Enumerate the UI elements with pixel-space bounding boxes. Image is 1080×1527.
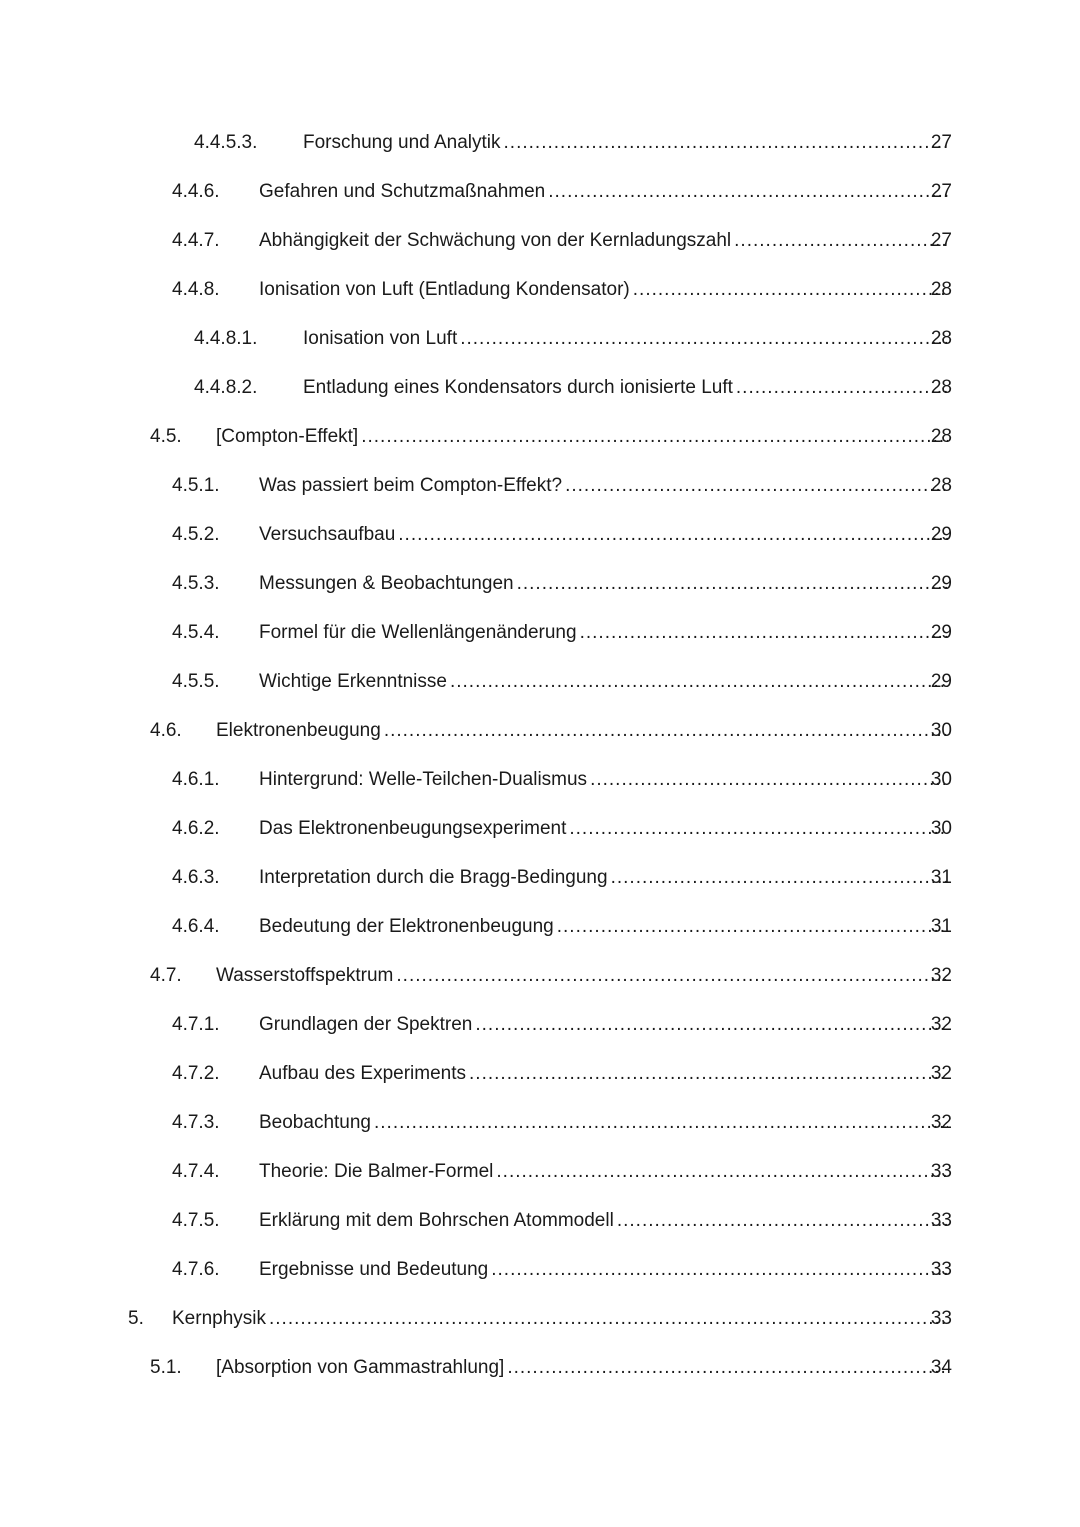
toc-dot-leader (504, 118, 948, 167)
toc-dot-leader (396, 951, 948, 1000)
toc-dot-leader (590, 755, 948, 804)
toc-entry-4-7-2[interactable] (0, 1049, 1080, 1098)
toc-dot-leader (617, 1196, 948, 1245)
toc-entry-number: 4.6.1. (172, 769, 220, 790)
toc-entry-page: 34 (930, 1357, 952, 1378)
toc-entry-title-line (259, 804, 950, 853)
toc-dot-leader (398, 510, 948, 559)
toc-entry-4-7-6[interactable] (0, 1245, 1080, 1294)
toc-entry-title: Theorie: Die Balmer-Formel (259, 1161, 494, 1182)
toc-entry-title-line (172, 1294, 950, 1343)
toc-entry-number: 4.6. (150, 720, 182, 741)
toc-entry-page: 28 (930, 377, 952, 398)
toc-entry-4-4-8[interactable] (0, 265, 1080, 314)
toc-entry-4-7-5[interactable] (0, 1196, 1080, 1245)
toc-entry-4-6-2[interactable] (0, 804, 1080, 853)
toc-entry-page: 29 (930, 671, 952, 692)
toc-entry-title-line (259, 461, 950, 510)
toc-entry-4-4-8-1[interactable] (0, 314, 1080, 363)
toc-entry-page: 33 (930, 1161, 952, 1182)
toc-entry-4-5-5[interactable] (0, 657, 1080, 706)
toc-entry-title: Beobachtung (259, 1112, 371, 1133)
toc-entry-page: 27 (930, 181, 952, 202)
toc-entry-page: 30 (930, 818, 952, 839)
toc-dot-leader (633, 265, 948, 314)
toc-entry-page: 29 (930, 524, 952, 545)
toc-entry-title-line (259, 902, 950, 951)
toc-dot-leader (384, 706, 948, 755)
toc-entry-title-line (259, 1098, 950, 1147)
toc-dot-leader (580, 608, 948, 657)
toc-entry-5-1[interactable] (0, 1343, 1080, 1392)
toc-entry-number: 4.5.4. (172, 622, 220, 643)
toc-entry-page: 30 (930, 720, 952, 741)
toc-dot-leader (734, 216, 948, 265)
toc-entry-title: Ergebnisse und Bedeutung (259, 1259, 489, 1280)
toc-entry-page: 27 (930, 132, 952, 153)
toc-entry-number: 4.7.2. (172, 1063, 220, 1084)
toc-entry-title: Aufbau des Experiments (259, 1063, 467, 1084)
toc-entry-title-line (216, 951, 950, 1000)
toc-entry-title: Wasserstoffspektrum (216, 965, 394, 986)
toc-entry-5[interactable] (0, 1294, 1080, 1343)
toc-entry-title-line (259, 1000, 950, 1049)
toc-entry-title-line (259, 755, 950, 804)
toc-entry-page: 28 (930, 328, 952, 349)
toc-entry-title-line (303, 314, 950, 363)
toc-entry-title-line (216, 1343, 950, 1392)
toc-dot-leader (491, 1245, 948, 1294)
toc-entry-4-5-2[interactable] (0, 510, 1080, 559)
toc-entry-number: 4.7.4. (172, 1161, 220, 1182)
toc-entry-page: 32 (930, 1112, 952, 1133)
toc-entry-title-line (303, 363, 950, 412)
toc-entry-page: 33 (930, 1259, 952, 1280)
toc-entry-number: 5. (128, 1308, 144, 1329)
toc-entry-page: 29 (930, 622, 952, 643)
toc-entry-4-7[interactable] (0, 951, 1080, 1000)
toc-entry-title: Forschung und Analytik (303, 132, 501, 153)
toc-entry-4-4-5-3[interactable] (0, 118, 1080, 167)
toc-entry-4-7-4[interactable] (0, 1147, 1080, 1196)
toc-entry-title-line (259, 216, 950, 265)
toc-entry-number: 4.6.3. (172, 867, 220, 888)
toc-entry-title: [Absorption von Gammastrahlung] (216, 1357, 505, 1378)
toc-entry-number: 4.7.3. (172, 1112, 220, 1133)
toc-entry-title-line (216, 412, 950, 461)
toc-entry-4-5-1[interactable] (0, 461, 1080, 510)
toc-dot-leader (460, 314, 948, 363)
toc-entry-number: 4.4.8.2. (194, 377, 258, 398)
toc-entry-number: 4.6.4. (172, 916, 220, 937)
toc-entry-title: [Compton-Effekt] (216, 426, 359, 447)
toc-entry-page: 28 (930, 279, 952, 300)
toc-entry-title-line (303, 118, 950, 167)
toc-entry-title: Gefahren und Schutzmaßnahmen (259, 181, 546, 202)
toc-entry-page: 31 (930, 916, 952, 937)
toc-entry-title: Versuchsaufbau (259, 524, 396, 545)
toc-entry-number: 4.6.2. (172, 818, 220, 839)
toc-entry-page: 28 (930, 475, 952, 496)
toc-entry-number: 4.4.8. (172, 279, 220, 300)
toc-entry-title-line (259, 1196, 950, 1245)
toc-entry-title: Messungen & Beobachtungen (259, 573, 514, 594)
toc-dot-leader (611, 853, 948, 902)
toc-entry-4-6-3[interactable] (0, 853, 1080, 902)
toc-entry-title: Grundlagen der Spektren (259, 1014, 473, 1035)
toc-entry-title-line (259, 167, 950, 216)
toc-entry-title: Elektronenbeugung (216, 720, 381, 741)
toc-entry-number: 4.7.1. (172, 1014, 220, 1035)
toc-entry-number: 4.4.5.3. (194, 132, 258, 153)
toc-dot-leader (569, 804, 948, 853)
toc-entry-title-line (259, 608, 950, 657)
toc-dot-leader (548, 167, 948, 216)
toc-entry-page: 27 (930, 230, 952, 251)
toc-entry-number: 4.5. (150, 426, 182, 447)
toc-entry-page: 32 (930, 1014, 952, 1035)
toc-entry-title: Bedeutung der Elektronenbeugung (259, 916, 554, 937)
toc-entry-title: Ionisation von Luft (Entladung Kondensator) (259, 279, 630, 300)
toc-dot-leader (496, 1147, 948, 1196)
toc-dot-leader (269, 1294, 948, 1343)
toc-entry-number: 4.7.6. (172, 1259, 220, 1280)
toc-entry-4-6-1[interactable] (0, 755, 1080, 804)
toc-entry-4-7-3[interactable] (0, 1098, 1080, 1147)
toc-entry-number: 4.4.6. (172, 181, 220, 202)
toc-entry-4-6-4[interactable] (0, 902, 1080, 951)
toc-entry-4-4-7[interactable] (0, 216, 1080, 265)
toc-entry-title: Abhängigkeit der Schwächung von der Kernladungszahl (259, 230, 732, 251)
toc-entry-page: 29 (930, 573, 952, 594)
toc-entry-number: 5.1. (150, 1357, 182, 1378)
toc-entry-title-line (259, 1147, 950, 1196)
toc-dot-leader (469, 1049, 948, 1098)
toc-entry-title-line (259, 853, 950, 902)
toc-entry-title-line (259, 657, 950, 706)
toc-dot-leader (374, 1098, 948, 1147)
toc-entry-title-line (259, 1245, 950, 1294)
toc-dot-leader (507, 1343, 948, 1392)
toc-entry-title-line (259, 265, 950, 314)
toc-dot-leader (557, 902, 948, 951)
toc-entry-title-line (259, 510, 950, 559)
toc-dot-leader (736, 363, 948, 412)
toc-entry-title: Erklärung mit dem Bohrschen Atommodell (259, 1210, 614, 1231)
toc-entry-title-line (259, 559, 950, 608)
toc-dot-leader (450, 657, 948, 706)
toc-dot-leader (565, 461, 948, 510)
toc-dot-leader (517, 559, 948, 608)
toc-entry-title: Wichtige Erkenntnisse (259, 671, 447, 692)
toc-entry-title: Das Elektronenbeugungsexperiment (259, 818, 567, 839)
toc-entry-title: Kernphysik (172, 1308, 266, 1329)
table-of-contents (0, 118, 1080, 1392)
toc-entry-number: 4.4.8.1. (194, 328, 258, 349)
toc-entry-4-4-8-2[interactable] (0, 363, 1080, 412)
toc-entry-title-line (216, 706, 950, 755)
toc-entry-4-4-6[interactable] (0, 167, 1080, 216)
toc-entry-number: 4.5.5. (172, 671, 220, 692)
toc-entry-title: Hintergrund: Welle-Teilchen-Dualismus (259, 769, 588, 790)
toc-entry-page: 28 (930, 426, 952, 447)
toc-entry-4-5-4[interactable] (0, 608, 1080, 657)
toc-entry-title: Interpretation durch die Bragg-Bedingung (259, 867, 608, 888)
toc-entry-number: 4.4.7. (172, 230, 220, 251)
toc-entry-number: 4.5.3. (172, 573, 220, 594)
toc-entry-title: Ionisation von Luft (303, 328, 458, 349)
toc-entry-page: 32 (930, 1063, 952, 1084)
toc-entry-page: 33 (930, 1308, 952, 1329)
toc-dot-leader (475, 1000, 948, 1049)
toc-entry-page: 30 (930, 769, 952, 790)
toc-entry-title: Entladung eines Kondensators durch ionisierte Luft (303, 377, 733, 398)
toc-entry-4-5[interactable] (0, 412, 1080, 461)
toc-entry-number: 4.7. (150, 965, 182, 986)
toc-entry-number: 4.5.2. (172, 524, 220, 545)
toc-entry-title-line (259, 1049, 950, 1098)
toc-entry-4-7-1[interactable] (0, 1000, 1080, 1049)
toc-entry-title: Formel für die Wellenlängenänderung (259, 622, 577, 643)
toc-entry-page: 31 (930, 867, 952, 888)
toc-entry-page: 32 (930, 965, 952, 986)
toc-entry-number: 4.5.1. (172, 475, 220, 496)
toc-entry-page: 33 (930, 1210, 952, 1231)
toc-entry-title: Was passiert beim Compton-Effekt? (259, 475, 563, 496)
toc-dot-leader (361, 412, 948, 461)
toc-entry-number: 4.7.5. (172, 1210, 220, 1231)
toc-entry-4-5-3[interactable] (0, 559, 1080, 608)
toc-entry-4-6[interactable] (0, 706, 1080, 755)
